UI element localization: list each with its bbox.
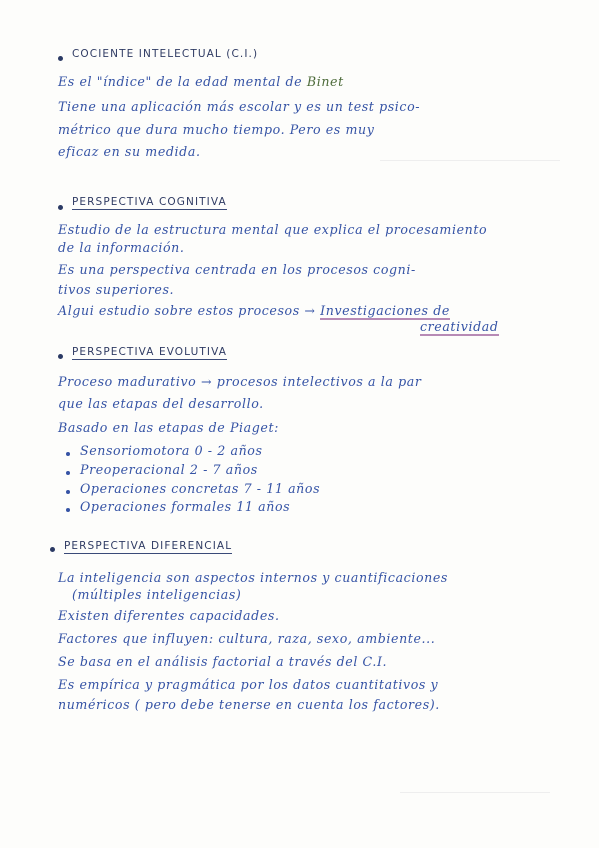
note-line	[58, 74, 344, 89]
list-item: Sensoriomotora 0 - 2 años	[80, 443, 263, 458]
note-line: (múltiples inteligencias)	[72, 587, 242, 602]
note-text: Basado en las etapas de	[58, 420, 226, 435]
section-bullet	[58, 354, 63, 359]
list-bullet	[66, 508, 70, 512]
note-line: que las etapas del desarrollo.	[58, 396, 264, 411]
list-item: Operaciones formales 11 años	[80, 499, 291, 514]
highlighted-text: Investigaciones de	[320, 303, 450, 318]
list-bullet	[66, 452, 70, 456]
note-text-name: Binet	[306, 74, 344, 89]
list-item: Preoperacional 2 - 7 años	[80, 462, 258, 477]
note-text: Algui estudio sobre estos procesos	[58, 303, 300, 318]
list-bullet	[66, 490, 70, 494]
note-line: Tiene una aplicación más escolar y es un test psico-	[58, 99, 421, 114]
note-line: Existen diferentes capacidades.	[58, 608, 280, 623]
note-line: Estudio de la estructura mental que explica el procesamiento	[58, 222, 488, 237]
section-heading-ci: COCIENTE INTELECTUAL (C.I.)	[72, 48, 259, 60]
note-text: Es el "índice" de la edad mental de	[58, 74, 303, 89]
note-line: numéricos ( pero debe tenerse en cuenta los factores).	[58, 697, 440, 712]
section-heading-diferencial: PERSPECTIVA DIFERENCIAL	[64, 540, 233, 552]
note-line: métrico que dura mucho tiempo. Pero es muy	[58, 122, 375, 137]
note-line: Se basa en el análisis factorial a través del C.I.	[58, 654, 388, 669]
section-bullet	[58, 56, 63, 61]
note-line: La inteligencia son aspectos internos y cuantificaciones	[58, 570, 448, 585]
list-bullet	[66, 471, 70, 475]
section-heading-evolutiva: PERSPECTIVA EVOLUTIVA	[72, 346, 227, 358]
note-line: eficaz en su medida.	[58, 144, 201, 159]
note-text-name: Piaget:	[229, 420, 279, 435]
section-bullet	[58, 205, 63, 210]
faint-rule	[380, 160, 560, 161]
list-item: Operaciones concretas 7 - 11 años	[80, 481, 321, 496]
section-bullet	[50, 547, 55, 552]
note-line	[58, 420, 279, 435]
arrow-glyph: →	[304, 303, 316, 318]
note-line: Proceso madurativo → procesos intelectivos a la par	[58, 374, 422, 389]
note-line	[420, 319, 499, 334]
note-line: Es una perspectiva centrada en los procesos cogni-	[58, 262, 416, 277]
note-line	[58, 303, 450, 318]
note-line: de la información.	[58, 240, 185, 255]
faint-rule	[400, 792, 550, 793]
note-line: Es empírica y pragmática por los datos cuantitativos y	[58, 677, 439, 692]
note-line: Factores que influyen: cultura, raza, sexo, ambiente...	[58, 631, 436, 646]
note-line: tivos superiores.	[58, 282, 175, 297]
highlighted-text: creatividad	[420, 319, 499, 334]
section-heading-cognitiva: PERSPECTIVA COGNITIVA	[72, 196, 227, 208]
